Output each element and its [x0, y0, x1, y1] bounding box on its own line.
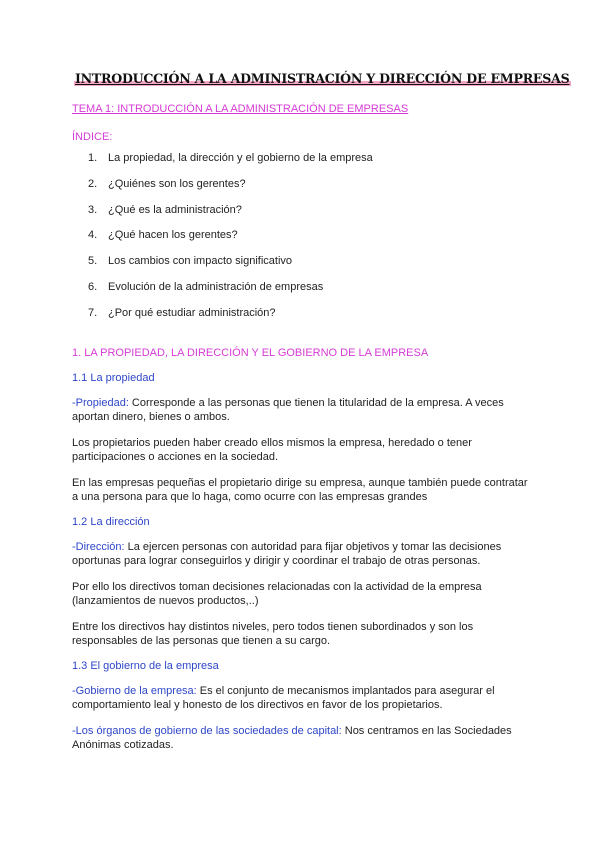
section-heading: 1. LA PROPIEDAD, LA DIRECCIÓN Y EL GOBIERNO DE LA EMPRESA: [72, 346, 429, 359]
paragraph-text: La ejercen personas con autoridad para fijar objetivos y tomar las decisiones oportunas para lograr conseguirlos y dirigir y coordinar el trabajo de otras personas.: [72, 540, 502, 567]
term-label: -Dirección:: [72, 540, 125, 553]
index-item: [88, 307, 530, 333]
index-number: 5.: [88, 255, 98, 268]
paragraph-text: Corresponde a las personas que tienen la titularidad de la empresa. A veces aportan dinero, bienes o ambos.: [72, 396, 504, 423]
paragraph: Los propietarios pueden haber creado ellos mismos la empresa, heredado o tener participaciones o acciones en la sociedad.: [72, 436, 472, 463]
index-text: ¿Por qué estudiar administración?: [108, 306, 276, 319]
paragraph: [72, 396, 530, 424]
term-label: -Los órganos de gobierno de las sociedades de capital:: [72, 724, 342, 737]
paragraph: Por ello los directivos toman decisiones relacionadas con la actividad de la empresa (lanzamientos de nuevos productos,..): [72, 580, 482, 607]
index-text: Evolución de la administración de empresas: [108, 280, 324, 293]
paragraph-text: Es el conjunto de mecanismos implantados para asegurar el comportamiento leal y honesto de los directivos en favor de los propietarios.: [72, 684, 495, 711]
document-title: INTRODUCCIÓN A LA ADMINISTRACIÓN Y DIRECCIÓN DE EMPRESAS: [75, 71, 570, 86]
index-item: [88, 204, 530, 230]
index-item: [88, 229, 530, 255]
index-number: 7.: [88, 306, 98, 319]
index-list: [72, 152, 530, 333]
paragraph: En las empresas pequeñas el propietario dirige su empresa, aunque también puede contratar a una persona para que lo haga, como ocurre con las empresas grandes: [72, 476, 528, 503]
index-text: La propiedad, la dirección y el gobierno de la empresa: [108, 152, 373, 164]
paragraph: [72, 540, 530, 568]
subsection-heading-gobierno: 1.3 El gobierno de la empresa: [72, 659, 219, 672]
tema-heading: TEMA 1: INTRODUCCIÓN A LA ADMINISTRACIÓN DE EMPRESAS: [72, 103, 409, 115]
subsection-heading-direccion: 1.2 La dirección: [72, 515, 150, 528]
index-text: ¿Qué es la administración?: [108, 203, 242, 216]
index-text: Los cambios con impacto significativo: [108, 255, 293, 268]
term-label: -Propiedad:: [72, 396, 129, 409]
paragraph: [72, 724, 530, 752]
index-label: ÍNDICE:: [72, 131, 113, 143]
index-text: ¿Quiénes son los gerentes?: [108, 177, 246, 190]
index-number: 1.: [88, 152, 98, 164]
subsection-heading-propiedad: 1.1 La propiedad: [72, 371, 155, 384]
index-number: 3.: [88, 203, 98, 216]
term-label: -Gobierno de la empresa:: [72, 684, 197, 697]
index-number: 4.: [88, 229, 98, 242]
index-text: ¿Qué hacen los gerentes?: [108, 229, 238, 242]
index-item: [88, 152, 530, 178]
paragraph-text: Nos centramos en las Sociedades Anónimas cotizadas.: [72, 724, 512, 751]
index-item: [88, 281, 530, 307]
index-item: [88, 255, 530, 281]
paragraph: [72, 684, 530, 712]
index-number: 6.: [88, 280, 98, 293]
index-number: 2.: [88, 177, 98, 190]
index-item: [88, 178, 530, 204]
paragraph: Entre los directivos hay distintos niveles, pero todos tienen subordinados y son los responsables de las personas que tienen a su cargo.: [72, 620, 474, 647]
